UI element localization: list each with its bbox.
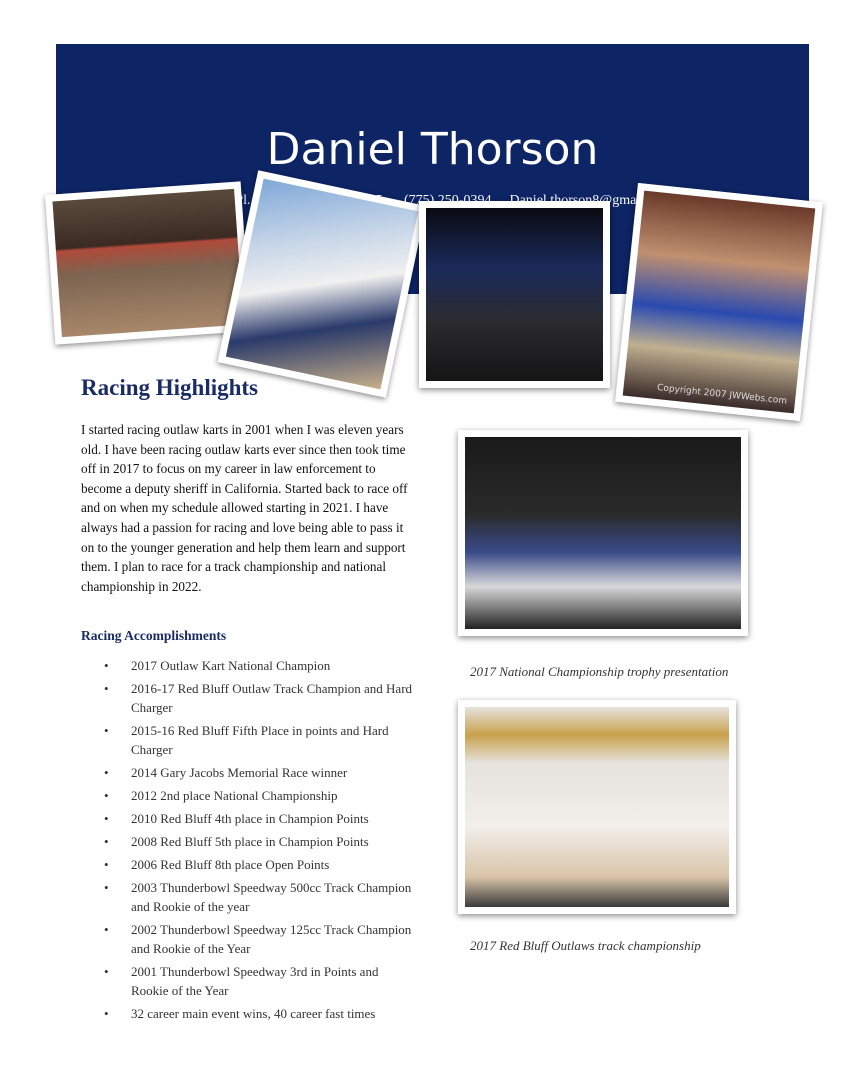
photo-kart-racing	[45, 181, 251, 344]
list-item: • 32 career main event wins, 40 career fast times	[104, 1004, 414, 1023]
list-item: • 2003 Thunderbowl Speedway 500cc Track Champion and Rookie of the year	[104, 878, 414, 916]
photo-team-with-kart	[419, 201, 610, 388]
address-text: Pl.	[235, 193, 251, 208]
photo-driver-with-trophy	[615, 183, 823, 421]
list-item: • 2012 2nd place National Championship	[104, 786, 414, 805]
list-item: • 2016-17 Red Bluff Outlaw Track Champion and Hard Charger	[104, 679, 414, 717]
list-item: • 2014 Gary Jacobs Memorial Race winner	[104, 763, 414, 782]
list-item: • 2017 Outlaw Kart National Champion	[104, 656, 414, 675]
highlights-heading: Racing Highlights	[81, 375, 259, 400]
accomplishments-heading: Racing Accomplishments	[81, 628, 227, 643]
photo-red-bluff-championship	[458, 700, 736, 914]
highlights-paragraph: I started racing outlaw karts in 2001 when I was eleven years old. I have been racing outlaw karts ever since then took time off in 2017 to focus on my career in law enforcement to become a deputy sheriff in California. Started back to race off and on when my schedule allowed starting in 2021. I have always had a passion for racing and love being able to pass it on to the younger generation and help them learn and support them. I plan to race for a track championship and national championship in 2022.	[81, 422, 408, 594]
photo-national-championship-image	[465, 437, 741, 629]
photo-national-championship	[458, 430, 748, 636]
photo-kids-in-kart-image	[226, 179, 418, 390]
accomplishments-list	[104, 656, 414, 1027]
photo-kart-racing-image	[52, 189, 243, 337]
caption-red-bluff-championship: 2017 Red Bluff Outlaws track championship	[470, 938, 701, 953]
photo-team-with-kart-image	[426, 208, 603, 381]
list-item: • 2006 Red Bluff 8th place Open Points	[104, 855, 414, 874]
list-item: • 2010 Red Bluff 4th place in Champion Points	[104, 809, 414, 828]
photo-driver-with-trophy-image	[623, 191, 816, 414]
caption-national-championship: 2017 National Championship trophy presentation	[470, 664, 729, 679]
page-title: Daniel Thorson	[266, 124, 599, 175]
list-item: • 2001 Thunderbowl Speedway 3rd in Points and Rookie of the Year	[104, 962, 414, 1000]
list-item: • 2008 Red Bluff 5th place in Champion Points	[104, 832, 414, 851]
list-item: • 2015-16 Red Bluff Fifth Place in points and Hard Charger	[104, 721, 414, 759]
photo-watermark: Copyright 2007 JWWebs.com	[656, 383, 788, 407]
photo-red-bluff-championship-image	[465, 707, 729, 907]
list-item: • 2002 Thunderbowl Speedway 125cc Track Champion and Rookie of the Year	[104, 920, 414, 958]
